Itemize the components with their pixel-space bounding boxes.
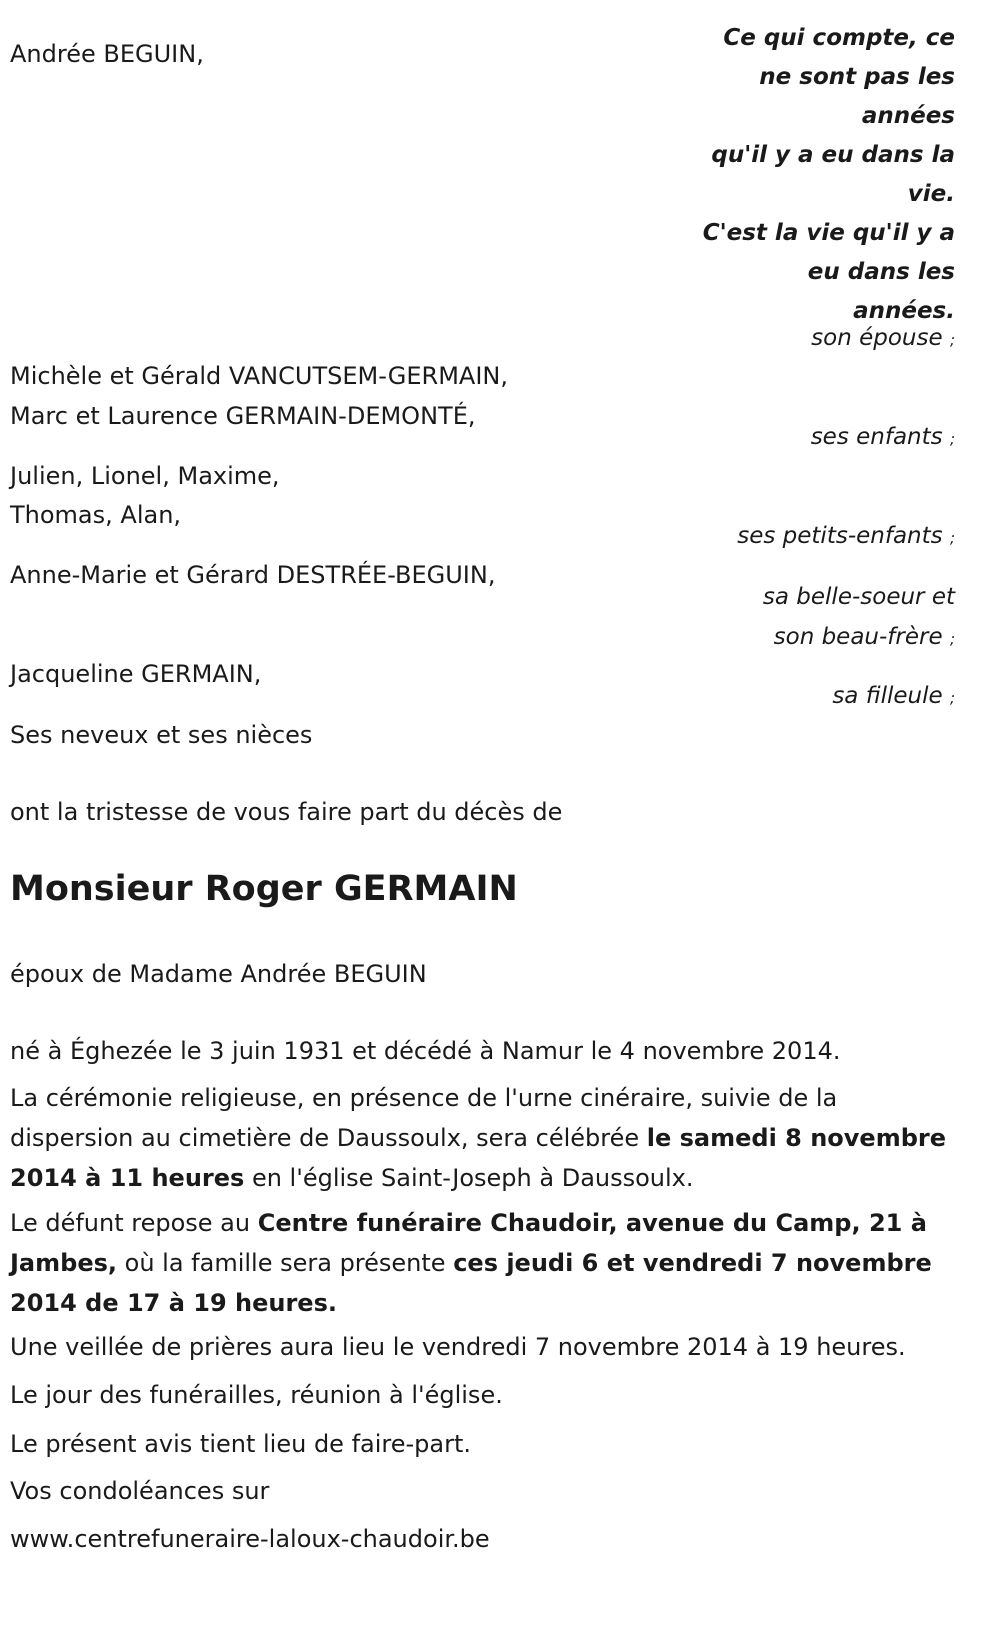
grandchildren-line-1: Julien, Lionel, Maxime, (10, 462, 280, 490)
quote-line: années (861, 103, 955, 129)
repose-paragraph: Le défunt repose au Centre funéraire Chaudoir, avenue du Camp, 21 à Jambes, où la famille sera présente ces jeudi 6 et vendredi 7 novembre 2014 de 17 à 19 heures. (10, 1209, 932, 1317)
quote-line: eu dans les (807, 259, 955, 285)
condolences: Vos condoléances sur (10, 1477, 270, 1505)
notice: Le présent avis tient lieu de faire-part. (10, 1430, 472, 1458)
grandchildren-relation: ses petits-enfants ; (737, 523, 955, 549)
separator: ; (949, 529, 955, 547)
separator: ; (949, 630, 955, 648)
vigil: Une veillée de prières aura lieu le vendredi 7 novembre 2014 à 19 heures. (10, 1333, 906, 1361)
ceremony-paragraph: La cérémonie religieuse, en présence de l'urne cinéraire, suivie de la dispersion au cimetière de Daussoulx, sera célébrée le samedi 8 novembre 2014 à 11 heures en l'église Saint-Joseph à Daussoulx. (10, 1084, 947, 1192)
spouse-relation: son épouse ; (811, 325, 955, 351)
grandchildren-line-2: Thomas, Alan, (10, 501, 182, 529)
children-line-2: Marc et Laurence GERMAIN-DEMONTÉ, (10, 402, 476, 430)
nephews-nieces: Ses neveux et ses nièces (10, 721, 313, 749)
quote-line: Ce qui compte, ce (723, 25, 955, 51)
quote-line: qu'il y a eu dans la (711, 142, 955, 168)
reunion: Le jour des funérailles, réunion à l'église. (10, 1381, 503, 1409)
quote-line: années. (853, 298, 955, 324)
goddaughter-relation: sa filleule ; (832, 683, 955, 709)
separator: ; (949, 689, 955, 707)
inlaws-relation: sa belle-soeur et son beau-frère ; (762, 584, 955, 650)
goddaughter-name: Jacqueline GERMAIN, (10, 660, 262, 688)
children-relation: ses enfants ; (810, 424, 955, 450)
spouse-of: époux de Madame Andrée BEGUIN (10, 960, 427, 988)
birth-death: né à Éghezée le 3 juin 1931 et décédé à Namur le 4 novembre 2014. (10, 1037, 841, 1065)
quote-line: vie. (907, 181, 955, 207)
separator: ; (949, 430, 955, 448)
quote (703, 19, 955, 331)
quote-line: ne sont pas les (759, 64, 955, 90)
separator: ; (949, 331, 955, 349)
inlaws-name: Anne-Marie et Gérard DESTRÉE-BEGUIN, (10, 561, 496, 589)
deceased-name: Monsieur Roger GERMAIN (10, 869, 518, 909)
children-line-1: Michèle et Gérald VANCUTSEM-GERMAIN, (10, 362, 508, 390)
spouse-name: Andrée BEGUIN, (10, 40, 204, 68)
quote-line: C'est la vie qu'il y a (702, 220, 955, 246)
website-link[interactable]: www.centrefuneraire-laloux-chaudoir.be (10, 1525, 490, 1553)
announcement-intro: ont la tristesse de vous faire part du décès de (10, 798, 563, 826)
